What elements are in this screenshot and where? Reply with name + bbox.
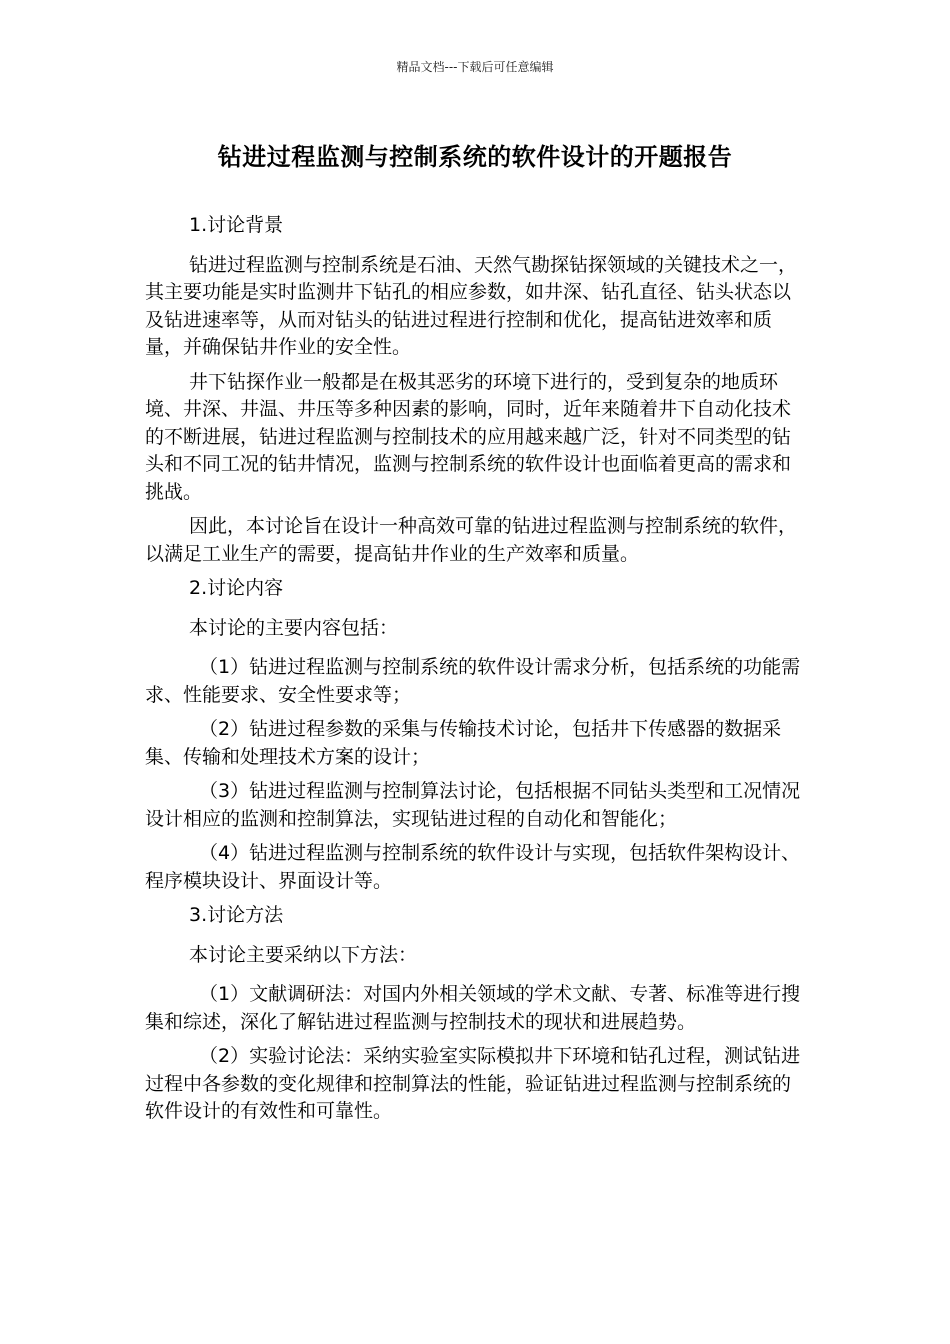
content-item-4: （4）钻进过程监测与控制系统的软件设计与实现，包括软件架构设计、程序模块设计、界面设计等。 [145,842,801,892]
background-paragraph-2: 井下钻探作业一般都是在极其恶劣的环境下进行的，受到复杂的地质环境、井深、井温、井压等多种因素的影响，同时，近年来随着井下自动化技术的不断进展，钻进过程监测与控制技术的应用越来越广泛，针对不同类型的钻头和不同工况的钻井情况，监测与控制系统的软件设计也面临着更高的需求和挑战。 [145,370,792,503]
section-heading-method: 3.讨论方法 [189,904,284,926]
content-intro: 本讨论的主要内容包括： [189,616,399,639]
background-paragraph-3: 因此，本讨论旨在设计一种高效可靠的钻进过程监测与控制系统的软件，以满足工业生产的需要，提高钻井作业的生产效率和质量。 [145,515,798,565]
document-title: 钻进过程监测与控制系统的软件设计的开题报告 [217,143,733,171]
content-item-3: （3）钻进过程监测与控制算法讨论，包括根据不同钻头类型和工况情况设计相应的监测和控制算法，实现钻进过程的自动化和智能化； [145,780,801,830]
method-item-1: （1）文献调研法：对国内外相关领域的学术文献、专著、标准等进行搜集和综述，深化了解钻进过程监测与控制技术的现状和进展趋势。 [145,983,801,1033]
content-item-2: （2）钻进过程参数的采集与传输技术讨论，包括井下传感器的数据采集、传输和处理技术方案的设计； [145,718,782,768]
page-header: 精品文档---下载后可任意编辑 [396,60,554,74]
content-item-1: （1）钻进过程监测与控制系统的软件设计需求分析，包括系统的功能需求、性能要求、安全性要求等； [145,656,801,706]
section-heading-background: 1.讨论背景 [189,214,284,236]
method-intro: 本讨论主要采纳以下方法： [189,943,418,966]
document-body [145,212,805,1133]
section-heading-content: 2.讨论内容 [189,577,284,599]
method-item-2: （2）实验讨论法：采纳实验室实际模拟井下环境和钻孔过程，测试钻进过程中各参数的变化规律和控制算法的性能，验证钻进过程监测与控制系统的软件设计的有效性和可靠性。 [145,1045,801,1122]
background-paragraph-1: 钻进过程监测与控制系统是石油、天然气勘探钻探领域的关键技术之一，其主要功能是实时监测井下钻孔的相应参数，如井深、钻孔直径、钻头状态以及钻进速率等，从而对钻头的钻进过程进行控制和优化，提高钻进效率和质量，并确保钻井作业的安全性。 [145,253,798,358]
